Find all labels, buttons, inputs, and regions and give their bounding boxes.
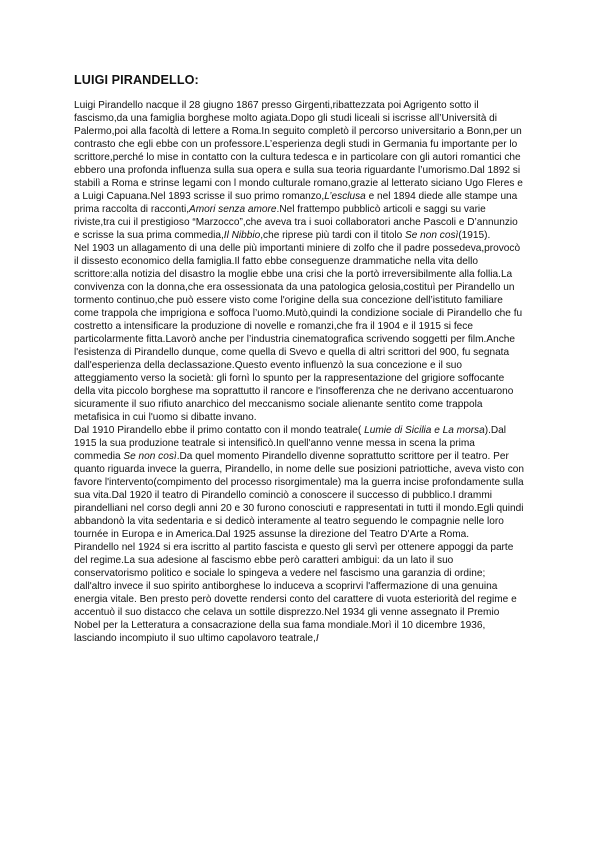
text-run: ).Dal 1915 la sua produzione teatrale si intensificò.In quell'anno venne messa in scena la prima commedia <box>74 425 507 462</box>
paragraph <box>74 541 524 645</box>
text-run: .Nel frattempo pubblicò articoli e saggi su varie riviste,tra cui il prestigioso “Marzocco”,che aveva tra i suoi collaboratori anche Pascoli e D’annunzio e scrisse la sua prima commedia, <box>74 204 518 241</box>
italic-title: Lumie di Sicilia e La morsa <box>364 425 485 436</box>
italic-title: L’esclusa <box>324 191 366 202</box>
text-run: Dal 1910 Pirandello ebbe il primo contatto con il mondo teatrale( <box>74 425 365 436</box>
document-page <box>74 64 524 645</box>
italic-title: Se non così <box>123 451 177 462</box>
text-run: Luigi Pirandello nacque il 28 giugno 1867 presso Girgenti,ribattezzata poi Agrigento sotto il fascismo,da una famiglia borghese molto agiata.Dopo gli studi liceali si iscrisse all’Università di Palermo,poi alla facoltà di lettere a Roma.In seguito completò il percorso universitario a Bonn,per un contrasto che egli ebbe con un professore.L’esperienza degli studi in Germania fu importante per lo scrittore,perché lo mise in contatto con la cultura tedesca e in particolare con gli autori romantici che ebbero una profonda influenza sulla sua opera e sulla sua teoria riguardante l’umorismo.Dal 1892 si stabilì a Roma e strinse legami con l mondo culturale romano,grazie al letterato siciano Ugo Fleres e a Luigi Capuana.Nel 1893 scrisse il suo primo romanzo, <box>74 100 523 202</box>
paragraph <box>74 424 524 541</box>
italic-title: Il Nibbio <box>223 230 261 241</box>
text-run: .Da quel momento Pirandello divenne soprattutto scrittore per il teatro. Per quanto riguarda invece la guerra, Pirandello, in nome delle sue posizioni patriottiche, aveva visto con favore l'intervento(compimento del processo risorgimentale) ma la guerra incise profondamente sulla sua vita.Dal 1920 il teatro di Pirandello cominciò a conoscere il successo di pubblico.I drammi pirandelliani nel corso degli anni 20 e 30 furono conosciuti e rappresentati in tutti il mondo.Egli quindi abbandonò la vita sedentaria e si dedicò interamente al teatro seguendo le compagnie nelle loro tournée in Europa e in America.Dal 1925 assunse la direzione del Teatro D'Arte a Roma. <box>74 451 524 540</box>
text-run: e nel 1894 diede alle stampe una prima raccolta di racconti, <box>74 191 518 215</box>
document-body <box>74 99 524 645</box>
italic-title: I <box>315 633 319 644</box>
paragraph <box>74 242 524 424</box>
text-run: Pirandello nel 1924 si era iscritto al partito fascista e questo gli servì per ottenere appoggi da parte del regime.La sua adesione al fascismo ebbe però caratteri ambigui: da un lato il suo conservatorismo politico e sociale lo spingeva a vedere nel fascismo una garanzia di ordine; dall'altro invece il suo spirito antiborghese lo induceva a scoprirvi l'affermazione di una genuina energia vitale. Ben presto però dovette rendersi conto del carattere di vuota esteriorità del regime e accentuò il suo distacco che celava un sottile disprezzo.Nel 1934 gli venne assegnato il Premio Nobel per la Letteratura a consacrazione della sua fama mondiale.Morì il 10 dicembre 1936, lasciando incompiuto il suo ultimo capolavoro teatrale, <box>74 542 517 644</box>
paragraph <box>74 99 524 242</box>
italic-title: Se non così <box>405 230 459 241</box>
text-run: (1915). <box>458 230 491 241</box>
page-title: LUIGI PIRANDELLO: <box>74 73 199 87</box>
italic-title: Amori senza amore <box>189 204 277 215</box>
text-run: ,che riprese più tardi con il titolo <box>260 230 405 241</box>
text-run: Nel 1903 un allagamento di una delle più importanti miniere di zolfo che il padre possedeva,provocò il dissesto economico della famiglia.Il fatto ebbe conseguenze drammatiche nella vita dello scrittore:alla notizia del disastro la moglie ebbe una crisi che la portò irreversibilmente alla follia.La convivenza con la donna,che era ossessionata da una patologica gelosia,costituì per Pirandello un tormento continuo,che può essere visto come l'origine della sua concezione dell’istituto familiare come trappola che imprigiona e soffoca l’uomo.Mutò,quindi la condizione sociale di Pirandello che fu costretto a intensificare la produzione di novelle e romanzi,che fra il 1904 e il 1915 si fece particolarmente fitta.Lavorò anche per l’industria cinematografica scrivendo soggetti per film.Anche l'esistenza di Pirandello dunque, come quella di Svevo e quella di altri scrittori del 900, fu segnata dall'esperienza della declassazione.Questo evento influenzò la sua concezione e il suo atteggiamento verso la società: gli fornì lo spunto per la rappresentazione del grigiore soffocante della vita piccolo borghese ma soprattutto il rancore e l'insofferenza che ne derivano accentuarono sicuramente il suo rifiuto anarchico del meccanismo sociale alienante sentito come trappola metafisica in cui l'uomo si dibatte invano. <box>74 243 523 423</box>
